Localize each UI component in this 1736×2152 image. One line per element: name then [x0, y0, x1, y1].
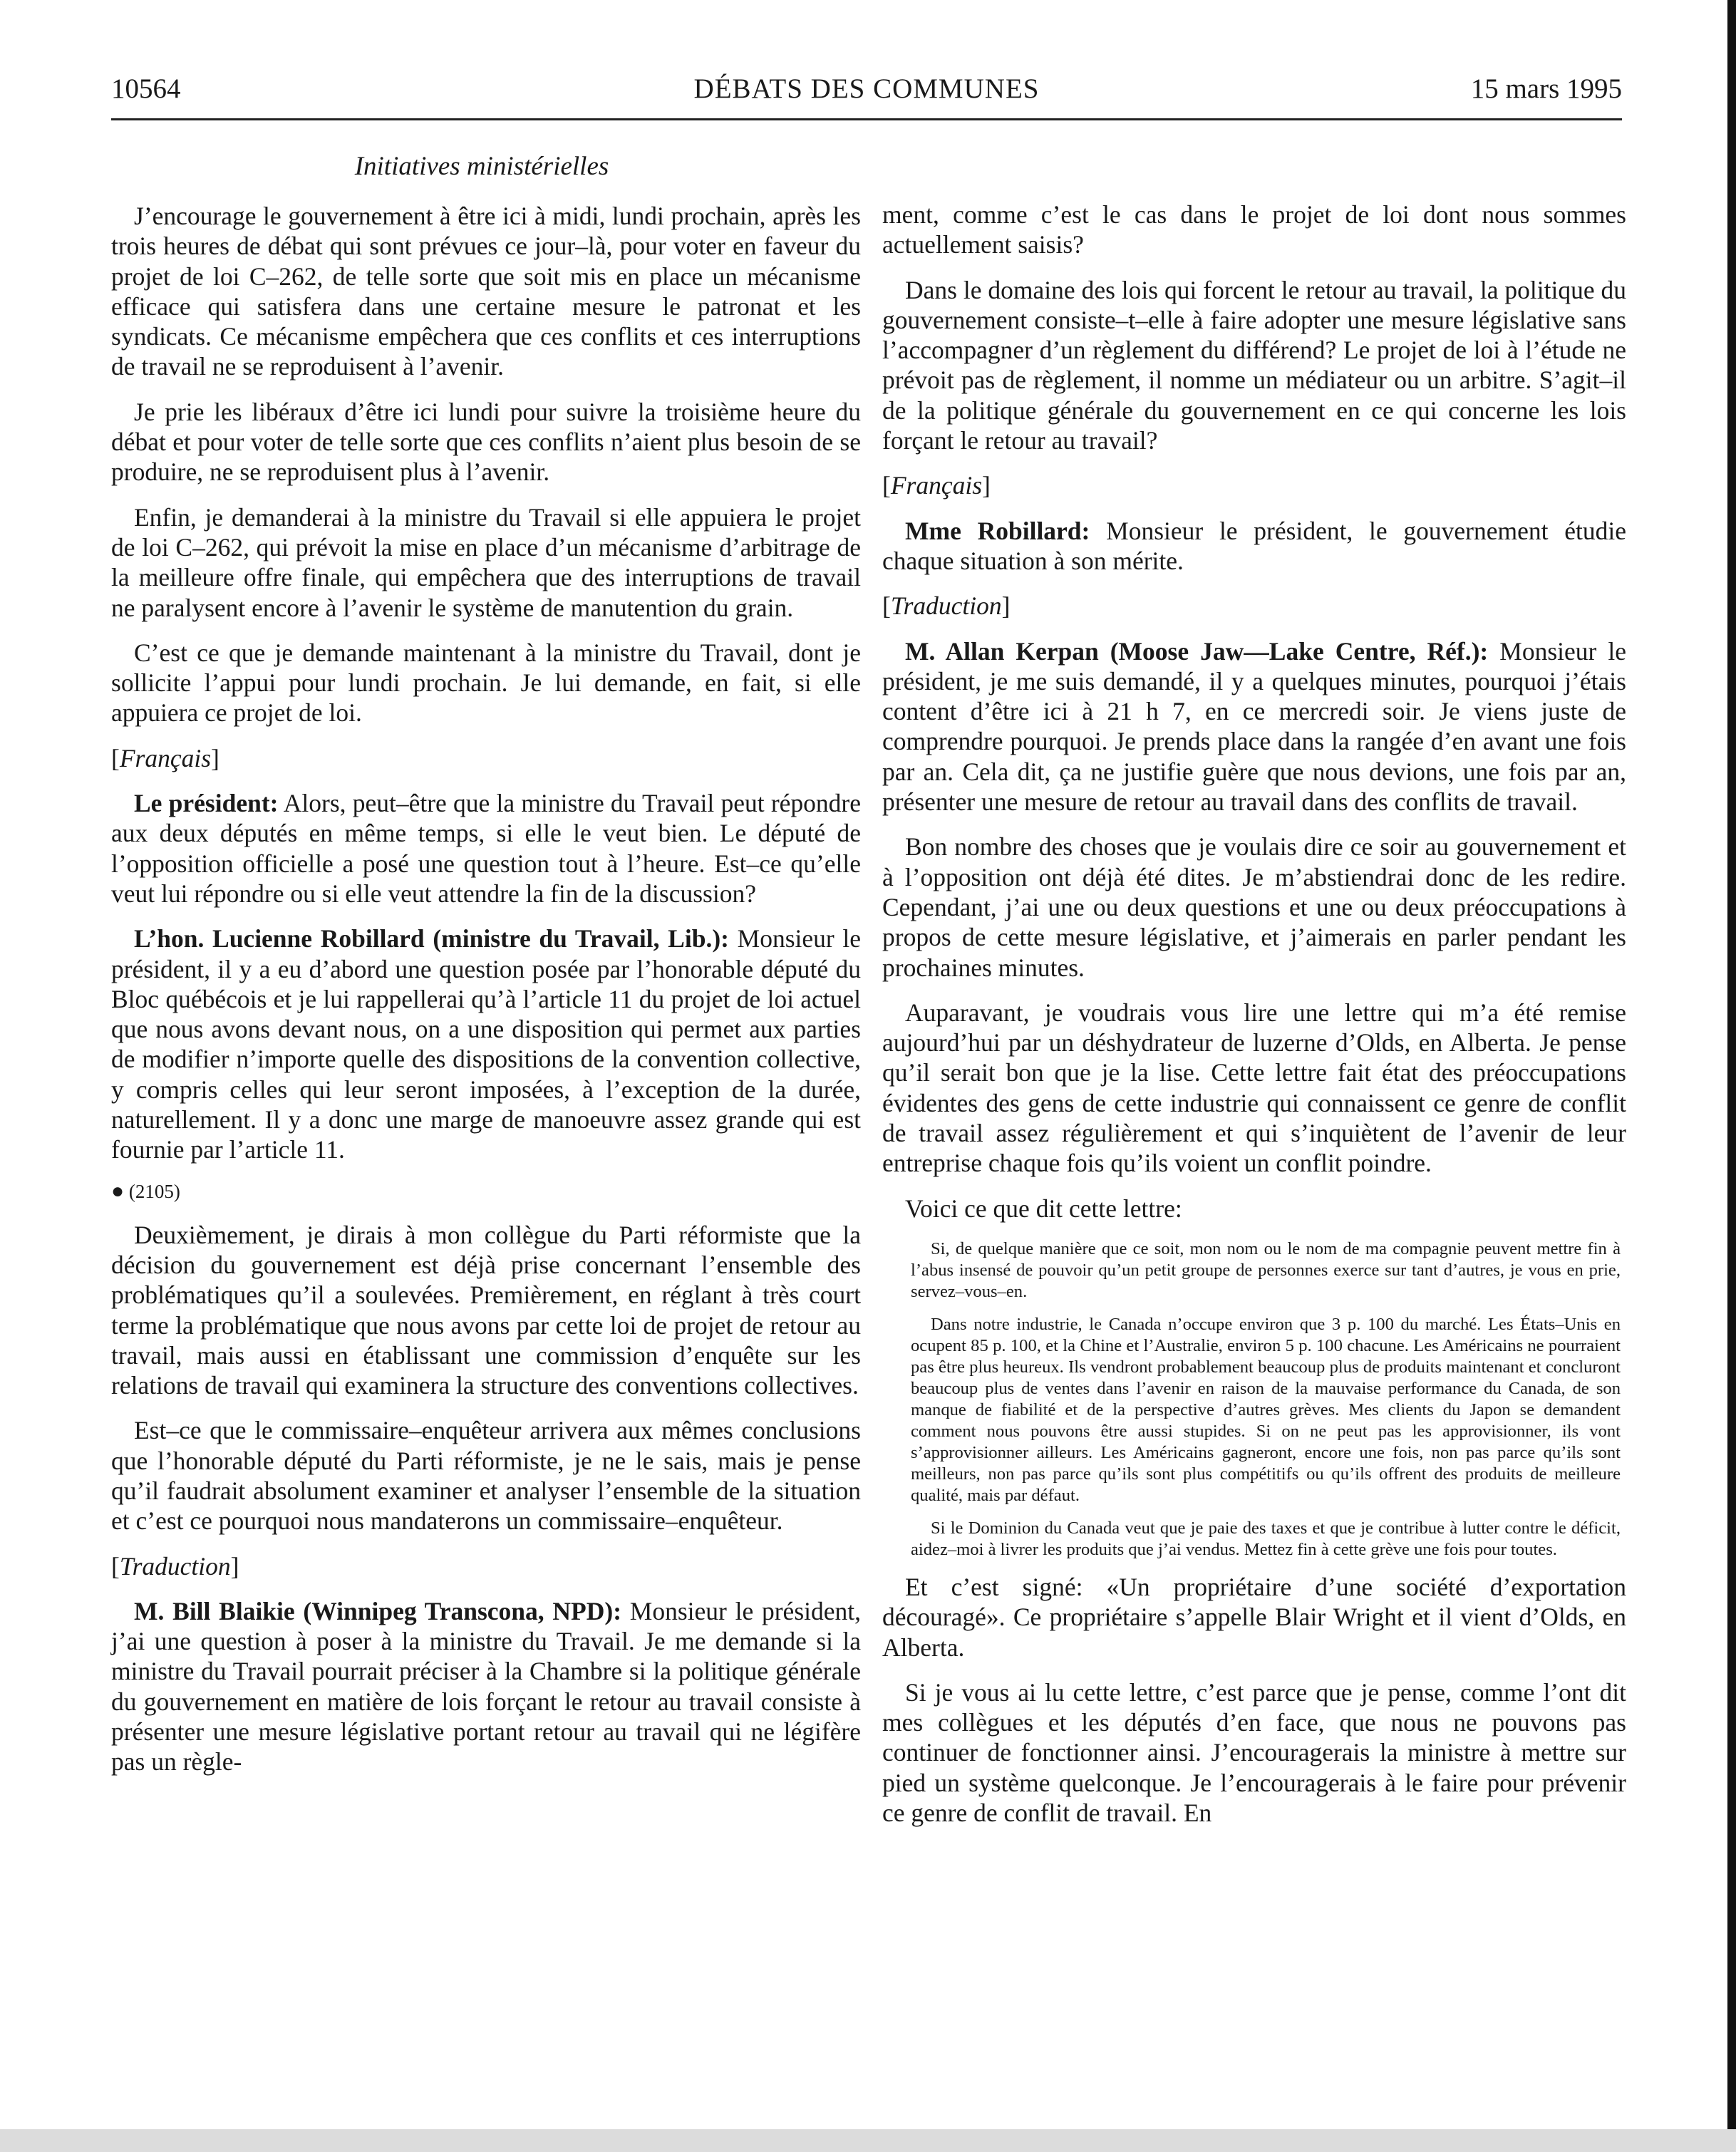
speech-text: Monsieur le président, le gouvernement étudie chaque situation à son mérite.: [882, 516, 1626, 575]
speech-text: Monsieur le président, j’ai une question à poser à la ministre du Travail. Je me demande si la ministre du Travail pourrait préciser à la Chambre si la politique générale du gouvernement en matière de lois forçant le retour au travail consiste à présenter une mesure législative portant retour au travail qui ne légifère pas un règle-: [111, 1596, 861, 1776]
paragraph: Si je vous ai lu cette lettre, c’est parce que je pense, comme l’ont dit mes collègues et les députés d’en face, que nous ne pouvons pas continuer de fonctionner ainsi. J’encouragerais la ministre à mettre sur pied un système quelconque. Je l’encouragerais à le faire pour prévenir ce genre de conflit de travail. En: [882, 1677, 1626, 1827]
speech: [111, 924, 861, 1164]
right-column: [882, 200, 1626, 1843]
page-date: 15 mars 1995: [1470, 73, 1622, 104]
speech-text: Monsieur le président, je me suis demandé, il y a quelques minutes, pourquoi j’étais content d’être ici à 21 h 7, en ce mercredi soir. Je viens juste de comprendre pourquoi. Je prends place dans la rangée d’en avant une fois par an. Cela dit, ça ne justifie guère que nous devions, une fois par an, présenter une mesure de retour au travail dans des conflits de travail.: [882, 636, 1626, 817]
speaker-name: M. Allan Kerpan (Moose Jaw—Lake Centre, Réf.):: [905, 636, 1489, 666]
paragraph: C’est ce que je demande maintenant à la ministre du Travail, dont je sollicite l’appui pour lundi prochain. Je lui demande, en fait, si elle appuiera ce projet de loi.: [111, 638, 861, 728]
language-label: [Français]: [882, 471, 991, 500]
paragraph: Dans le domaine des lois qui forcent le retour au travail, la politique du gouvernement consiste–t–elle à faire adopter une mesure législative sans l’accompagner d’un règlement du différend? Le projet de loi à l’étude ne prévoit pas de règlement, il nomme un médiateur ou un arbitre. S’agit–il de la politique générale du gouvernement en ce qui concerne les lois forçant le retour au travail?: [882, 275, 1626, 455]
bullet-icon: ●: [111, 1179, 125, 1203]
speaker-name: M. Bill Blaikie (Winnipeg Transcona, NPD):: [134, 1596, 622, 1625]
speech-text: Alors, peut–être que la ministre du Travail peut répondre aux deux députés en même temps, si elle le veut bien. Le député de l’opposition officielle a posé une question tout à l’heure. Est–ce qu’elle veut lui répondre ou si elle veut attendre la fin de la discussion?: [111, 789, 861, 908]
paragraph: Bon nombre des choses que je voulais dire ce soir au gouvernement et à l’opposition ont déjà été dites. Je m’abstiendrai donc de les redire. Cependant, j’ai une ou deux questions et une ou deux préoccupations à propos de cette mesure législative, et j’aimerais en parler pendant les prochaines minutes.: [882, 832, 1626, 982]
letter-quote: Dans notre industrie, le Canada n’occupe environ que 3 p. 100 du marché. Les États–Unis en ocupent 85 p. 100, et la Chine et l’Australie, environ 5 p. 100 chacune. Les Américains ne pourraient pas être plus heureux. Ils vendront probablement beaucoup plus de produits maintenant et concluront beaucoup plus de ventes dans l’avenir en raison de la mauvaise performance du Canada, de son manque de fiabilité et de la perspective d’autres grèves. Mes clients du Japon se demandent comment nous pouvons être aussi stupides. Si on ne peut pas les approvisionner, ils vont s’approvisionner ailleurs. Les Américains gagneront, encore une fois, non pas parce qu’ils sont meilleurs, non pas parce qu’ils sont plus compétitifs ou qu’ils offrent des produits de meilleure qualité, mais par défaut.: [911, 1314, 1621, 1505]
page-number: 10564: [111, 73, 181, 104]
language-label: [Traduction]: [111, 1551, 239, 1581]
paragraph: J’encourage le gouvernement à être ici à midi, lundi prochain, après les trois heures de débat qui sont prévues ce jour–là, pour voter en faveur du projet de loi C–262, de telle sorte que soit mis en place un mécanisme efficace qui satisfera dans une certaine mesure le patronat et les syndicats. Ce mécanisme empêchera que ces conflits et ces interruptions de travail ne se reproduisent à l’avenir.: [111, 202, 861, 381]
speech: [111, 1596, 861, 1777]
language-label-text: Français: [890, 471, 983, 500]
speech: [111, 788, 861, 909]
speech: [882, 636, 1626, 817]
speaker-name: L’hon. Lucienne Robillard (ministre du Travail, Lib.):: [134, 924, 729, 953]
paragraph: ment, comme c’est le cas dans le projet de loi dont nous sommes actuellement saisis?: [882, 200, 1626, 259]
paragraph: Je prie les libéraux d’être ici lundi pour suivre la troisième heure du débat et pour voter de telle sorte que ces conflits n’aient plus besoin de se produire, ne se reproduisent plus à l’avenir.: [111, 397, 861, 487]
language-label-text: Français: [119, 743, 212, 772]
paragraph: Voici ce que dit cette lettre:: [905, 1194, 1182, 1223]
paragraph: Enfin, je demanderai à la ministre du Travail si elle appuiera le projet de loi C–262, qui prévoit la mise en place d’un mécanisme d’arbitrage de la meilleure offre finale, qui empêchera que des interruptions de travail ne paralysent encore à l’avenir le système de manutention du grain.: [111, 502, 861, 622]
paragraph: Auparavant, je voudrais vous lire une lettre qui m’a été remise aujourd’hui par un déshydrateur de luzerne d’Olds, en Alberta. Je pense qu’il serait bon que je la lise. Cette lettre fait état des préoccupations évidentes des gens de cette industrie qui connaissent ce genre de conflit de travail assez régulièrement et qui s’inquiètent de l’avenir de leur entreprise chaque fois qu’ils voient un conflit poindre.: [882, 998, 1626, 1178]
left-column: [111, 201, 861, 1792]
time-stamp-text: (2105): [128, 1180, 180, 1202]
speaker-name: Mme Robillard:: [905, 516, 1090, 545]
letter-quote: Si, de quelque manière que ce soit, mon nom ou le nom de ma compagnie peuvent mettre fin à l’abus insensé de pouvoir qu’un petit groupe de personnes exerce sur tant d’autres, je vous en prie, servez–vous–en.: [911, 1238, 1621, 1301]
scan-bottom-edge: [0, 2129, 1736, 2152]
paragraph: Deuxièmement, je dirais à mon collègue du Parti réformiste que la décision du gouvernement est déjà prise concernant l’ensemble des problématiques qu’il a soulevées. Premièrement, en réglant à très court terme la problématique que nous avons par cette loi de projet de retour au travail, mais aussi en établissant une commission d’enquête sur les relations de travail qui examinera la structure des conventions collectives.: [111, 1220, 861, 1400]
section-title: Initiatives ministérielles: [354, 152, 609, 181]
language-label-text: Traduction: [890, 591, 1002, 621]
speaker-name: Le président:: [134, 789, 279, 818]
speech-text: Monsieur le président, il y a eu d’abord une question posée par l’honorable député du Bloc québécois et je lui rappellerai qu’à l’article 11 du projet de loi actuel que nous avons devant nous, on a une disposition qui permet aux parties de modifier n’importe quelle des dispositions de la convention collective, y compris celles qui leur seront imposées, à l’exception de la durée, naturellement. Il y a donc une marge de manoeuvre assez grande qui est fournie par l’article 11.: [111, 924, 861, 1164]
paragraph: Et c’est signé: «Un propriétaire d’une société d’exportation découragé». Ce propriétaire s’appelle Blair Wright et il vient d’Olds, en Alberta.: [882, 1572, 1626, 1662]
page-header: [111, 68, 1622, 120]
language-label: [Traduction]: [882, 591, 1011, 621]
language-label: [Français]: [111, 743, 219, 772]
language-label-text: Traduction: [119, 1551, 231, 1581]
scan-edge: [1727, 0, 1736, 2131]
paragraph: Est–ce que le commissaire–enquêteur arrivera aux mêmes conclusions que l’honorable député du Parti réformiste, je ne le sais, mais je pense qu’il faudrait absolument examiner et analyser l’ensemble de la situation et c’est ce pourquoi nous mandaterons un commissaire–enquêteur.: [111, 1416, 861, 1536]
speech: [882, 516, 1626, 576]
letter-quote: Si le Dominion du Canada veut que je paie des taxes et que je contribue à lutter contre le déficit, aidez–moi à livrer les produits que j’ai vendus. Mettez fin à cette grève une fois pour toutes.: [911, 1518, 1621, 1559]
time-stamp: [111, 1180, 861, 1203]
publication-title: DÉBATS DES COMMUNES: [693, 73, 1040, 104]
